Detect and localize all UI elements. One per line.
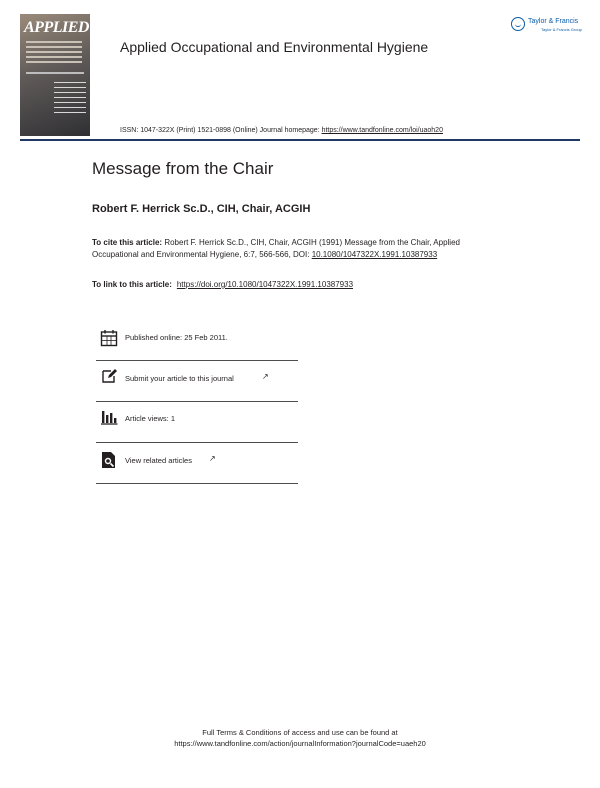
- article-doi-url-link[interactable]: https://doi.org/10.1080/1047322X.1991.10387933: [176, 280, 354, 289]
- cite-label: To cite this article:: [92, 238, 163, 247]
- doi-link[interactable]: 10.1080/1047322X.1991.10387933: [311, 249, 438, 259]
- calendar-icon: [100, 329, 118, 347]
- citation-block: [92, 237, 472, 260]
- article-views-row: [96, 403, 298, 443]
- article-author: Robert F. Herrick Sc.D., CIH, Chair, ACGIH: [92, 203, 311, 215]
- related-articles-row[interactable]: [96, 444, 298, 484]
- related-articles-text[interactable]: View related articles: [125, 456, 192, 465]
- journal-cover-image: [20, 14, 90, 136]
- submit-article-text[interactable]: Submit your article to this journal: [125, 374, 234, 383]
- row-divider: [96, 442, 298, 444]
- bar-chart-icon: [100, 408, 118, 426]
- publisher-logo-text: Taylor & Francis: [528, 18, 579, 25]
- publisher-logo[interactable]: [511, 17, 583, 35]
- publisher-logo-icon: [511, 17, 525, 31]
- row-divider: [96, 360, 298, 362]
- terms-footer-link[interactable]: https://www.tandfonline.com/action/journalInformation?journalCode=uaeh20: [174, 739, 426, 748]
- row-divider: [96, 483, 298, 485]
- external-link-icon: ↗: [262, 372, 269, 381]
- published-online-row: [96, 321, 298, 361]
- article-views-text: Article views: 1: [125, 414, 176, 423]
- article-link-block: [92, 280, 353, 289]
- cover-title: APPLIED: [24, 19, 89, 36]
- row-divider: [96, 401, 298, 403]
- submit-article-row[interactable]: [96, 362, 298, 402]
- article-title: Message from the Chair: [92, 159, 274, 178]
- publisher-logo-tagline: Taylor & Francis Group: [541, 27, 582, 32]
- external-link-icon: ↗: [209, 454, 216, 463]
- edit-icon: [100, 367, 118, 385]
- journal-name: Applied Occupational and Environmental Hygiene: [120, 39, 429, 55]
- journal-homepage-link[interactable]: https://www.tandfonline.com/loi/uaoh20: [321, 127, 443, 134]
- issn-text: ISSN: 1047-322X (Print) 1521-0898 (Online) Journal homepage:: [120, 127, 322, 134]
- published-online-text: Published online: 25 Feb 2011.: [125, 333, 228, 342]
- link-label: To link to this article:: [92, 280, 172, 289]
- cite-text: Robert F. Herrick Sc.D., CIH, Chair, ACGIH (1991) Message from the Chair, Applied Occupational and Environmental Hygiene, 6:7, 566-566, DOI:: [92, 238, 460, 259]
- terms-footer-line1: Full Terms & Conditions of access and use can be found at: [202, 728, 398, 737]
- header-divider: [20, 139, 580, 141]
- document-search-icon: [100, 451, 118, 469]
- issn-line: [120, 127, 443, 134]
